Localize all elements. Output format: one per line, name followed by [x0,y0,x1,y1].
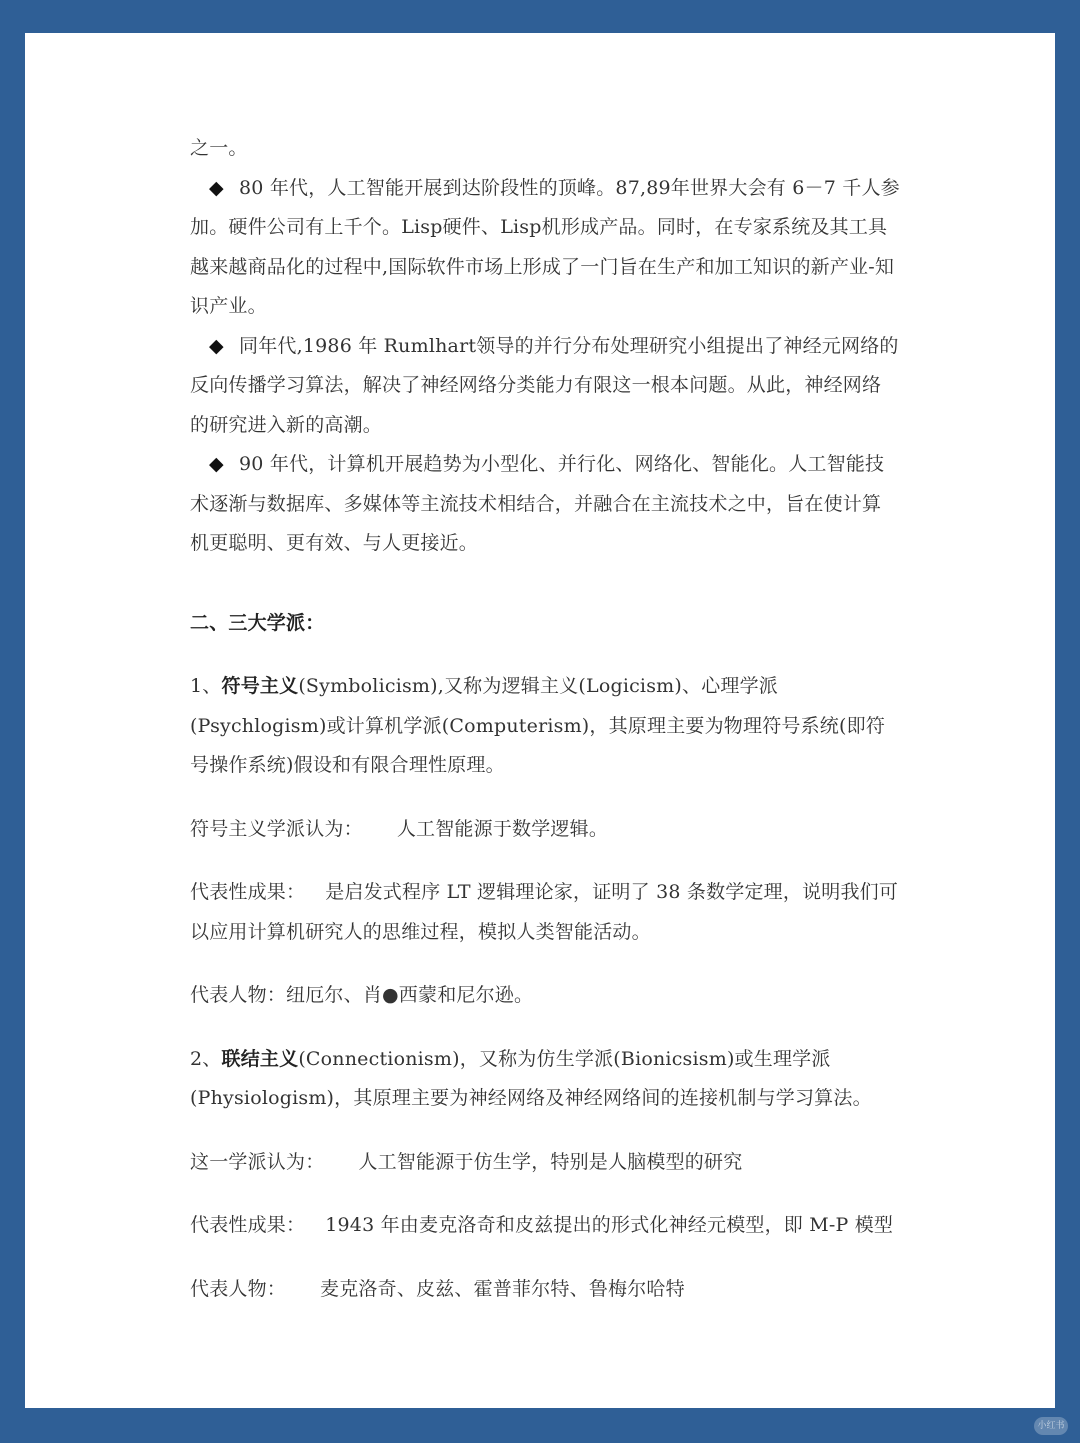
school-connectionism-achievement [190,1206,900,1246]
section-heading: 二、三大学派： [190,611,325,634]
school-symbolicism-achievement [190,873,900,952]
diamond-bullet-icon: ◆ [209,176,224,199]
school-connectionism-belief [190,1143,900,1183]
school-symbolicism-belief [190,810,900,850]
bullet-text: 90 年代，计算机开展趋势为小型化、并行化、网络化、智能化。人工智能技术逐渐与数据库、多媒体等主流技术相结合，并融合在主流技术之中，旨在使计算机更聪明、更有效、与人更接近。 [190,453,885,554]
people-text: 麦克洛奇、皮兹、霍普菲尔特、鲁梅尔哈特 [320,1277,685,1300]
school-connectionism-people [190,1270,900,1310]
watermark-logo-icon: 小红书 [1034,1417,1068,1435]
belief-label: 这一学派认为： [190,1150,325,1173]
belief-text: 人工智能源于仿生学，特别是人脑模型的研究 [358,1150,743,1173]
people-label: 代表人物： [190,1277,287,1300]
people-text: 纽厄尔、肖●西蒙和尼尔逊。 [286,984,534,1006]
school-symbolicism-people [190,976,900,1016]
history-bullet-80s [190,169,900,327]
achievement-label: 代表性成果： [190,881,306,903]
belief-label: 符号主义学派认为： [190,817,363,840]
belief-text: 人工智能源于数学逻辑。 [396,817,609,840]
school-symbolicism-description [190,667,900,786]
school-name: 符号主义 [221,675,299,697]
history-bullet-90s [190,445,900,564]
history-bullet-1986 [190,327,900,446]
school-description: (Connectionism)，又称为仿生学派(Bionicsism)或生理学派(Physiologism)，其原理主要为神经网络及神经网络间的连接机制与学习算法。 [190,1047,872,1109]
diamond-bullet-icon: ◆ [209,334,224,357]
school-prefix: 1、 [190,675,222,697]
school-name: 联结主义 [221,1047,299,1070]
document-body [190,129,900,1309]
school-prefix: 2、 [190,1047,222,1070]
document-page [25,33,1055,1408]
achievement-text: 1943 年由麦克洛奇和皮兹提出的形式化神经元模型，即 M-P 模型 [325,1214,894,1236]
intro-tail: 之一。 [190,137,248,159]
bullet-text: 80 年代，人工智能开展到达阶段性的顶峰。87,89年世界大会有 6－7 千人参加。硬件公司有上千个。Lisp硬件、Lisp机形成产品。同时，在专家系统及其工具越来越商品化的过程中,国际软件市场上形成了一门旨在生产和加工知识的新产业-知识产业。 [190,176,900,317]
achievement-label: 代表性成果： [190,1214,306,1236]
school-description: (Symbolicism),又称为逻辑主义(Logicism)、心理学派(Psychlogism)或计算机学派(Computerism)，其原理主要为物理符号系统(即符号操作系统)假设和有限合理性原理。 [190,675,886,776]
diamond-bullet-icon: ◆ [209,453,224,475]
school-connectionism-description [190,1040,900,1119]
achievement-text: 是启发式程序 LT 逻辑理论家，证明了 38 条数学定理，说明我们可以应用计算机研究人的思维过程，模拟人类智能活动。 [190,881,899,943]
people-label: 代表人物： [190,984,287,1006]
bullet-text: 同年代,1986 年 Rumlhart领导的并行分布处理研究小组提出了神经元网络的反向传播学习算法，解决了神经网络分类能力有限这一根本问题。从此，神经网络的研究进入新的高潮。 [190,334,899,436]
